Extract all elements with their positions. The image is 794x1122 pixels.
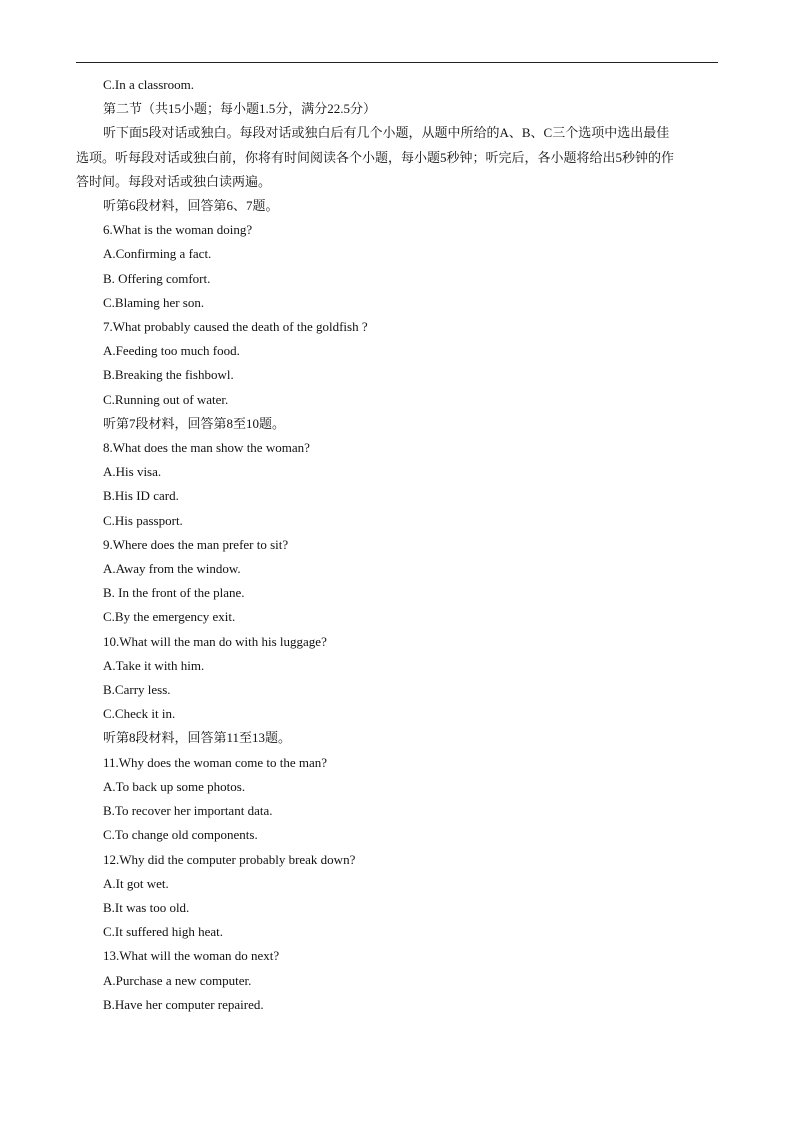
option-11a: A.To back up some photos.: [103, 778, 246, 794]
option-10b: B.Carry less.: [103, 682, 171, 698]
option-7c: C.Running out of water.: [103, 391, 229, 407]
option-6a: A.Confirming a fact.: [103, 246, 212, 262]
question-8: 8.What does the man show the woman?: [103, 440, 310, 456]
option-7a: A.Feeding too much food.: [103, 343, 240, 359]
option-10a: A.Take it with him.: [103, 657, 205, 673]
option-8a: A.His visa.: [103, 464, 162, 480]
section-heading: 第二节（共15小题；每小题1.5分，满分22.5分）: [103, 101, 377, 117]
question-7: 7.What probably caused the death of the goldfish ?: [103, 319, 368, 335]
option-12b: B.It was too old.: [103, 899, 190, 915]
instructions: [76, 121, 719, 194]
question-10: 10.What will the man do with his luggage?: [103, 633, 327, 649]
option-8b: B.His ID card.: [103, 488, 179, 504]
option-13b: B.Have her computer repaired.: [103, 996, 264, 1012]
option-12a: A.It got wet.: [103, 875, 169, 891]
material-7-heading: 听第7段材料，回答第8至10题。: [103, 415, 286, 431]
instructions-line-2: 选项。听每段对话或独白前，你将有时间阅读各个小题，每小题5秒钟；听完后，各小题将给出5秒钟的作: [76, 149, 675, 165]
question-11: 11.Why does the woman come to the man?: [103, 754, 328, 770]
option-9a: A.Away from the window.: [103, 561, 241, 577]
option-11c: C.To change old components.: [103, 827, 258, 843]
material-8-heading: 听第8段材料，回答第11至13题。: [103, 730, 292, 746]
instructions-line-1: 听下面5段对话或独白。每段对话或独白后有几个小题，从题中所给的A、B、C三个选项中选出最佳: [103, 125, 670, 141]
option-6c: C.Blaming her son.: [103, 294, 205, 310]
material-6-heading: 听第6段材料，回答第6、7题。: [103, 198, 279, 214]
instructions-line-3: 答时间。每段对话或独白读两遍。: [76, 173, 272, 189]
page-content: [76, 73, 719, 1017]
option-12c: C.It suffered high heat.: [103, 924, 223, 940]
option-13a: A.Purchase a new computer.: [103, 972, 252, 988]
option-8c: C.His passport.: [103, 512, 183, 528]
option-9c: C.By the emergency exit.: [103, 609, 236, 625]
header-rule: [76, 62, 718, 63]
option-5c: C.In a classroom.: [103, 77, 194, 92]
question-13: 13.What will the woman do next?: [103, 948, 280, 964]
question-6: 6.What is the woman doing?: [103, 222, 253, 238]
option-7b: B.Breaking the fishbowl.: [103, 367, 234, 383]
question-9: 9.Where does the man prefer to sit?: [103, 536, 289, 552]
option-9b: B. In the front of the plane.: [103, 585, 245, 601]
option-11b: B.To recover her important data.: [103, 803, 273, 819]
option-6b: B. Offering comfort.: [103, 270, 211, 286]
option-10c: C.Check it in.: [103, 706, 176, 722]
question-12: 12.Why did the computer probably break down?: [103, 851, 356, 867]
